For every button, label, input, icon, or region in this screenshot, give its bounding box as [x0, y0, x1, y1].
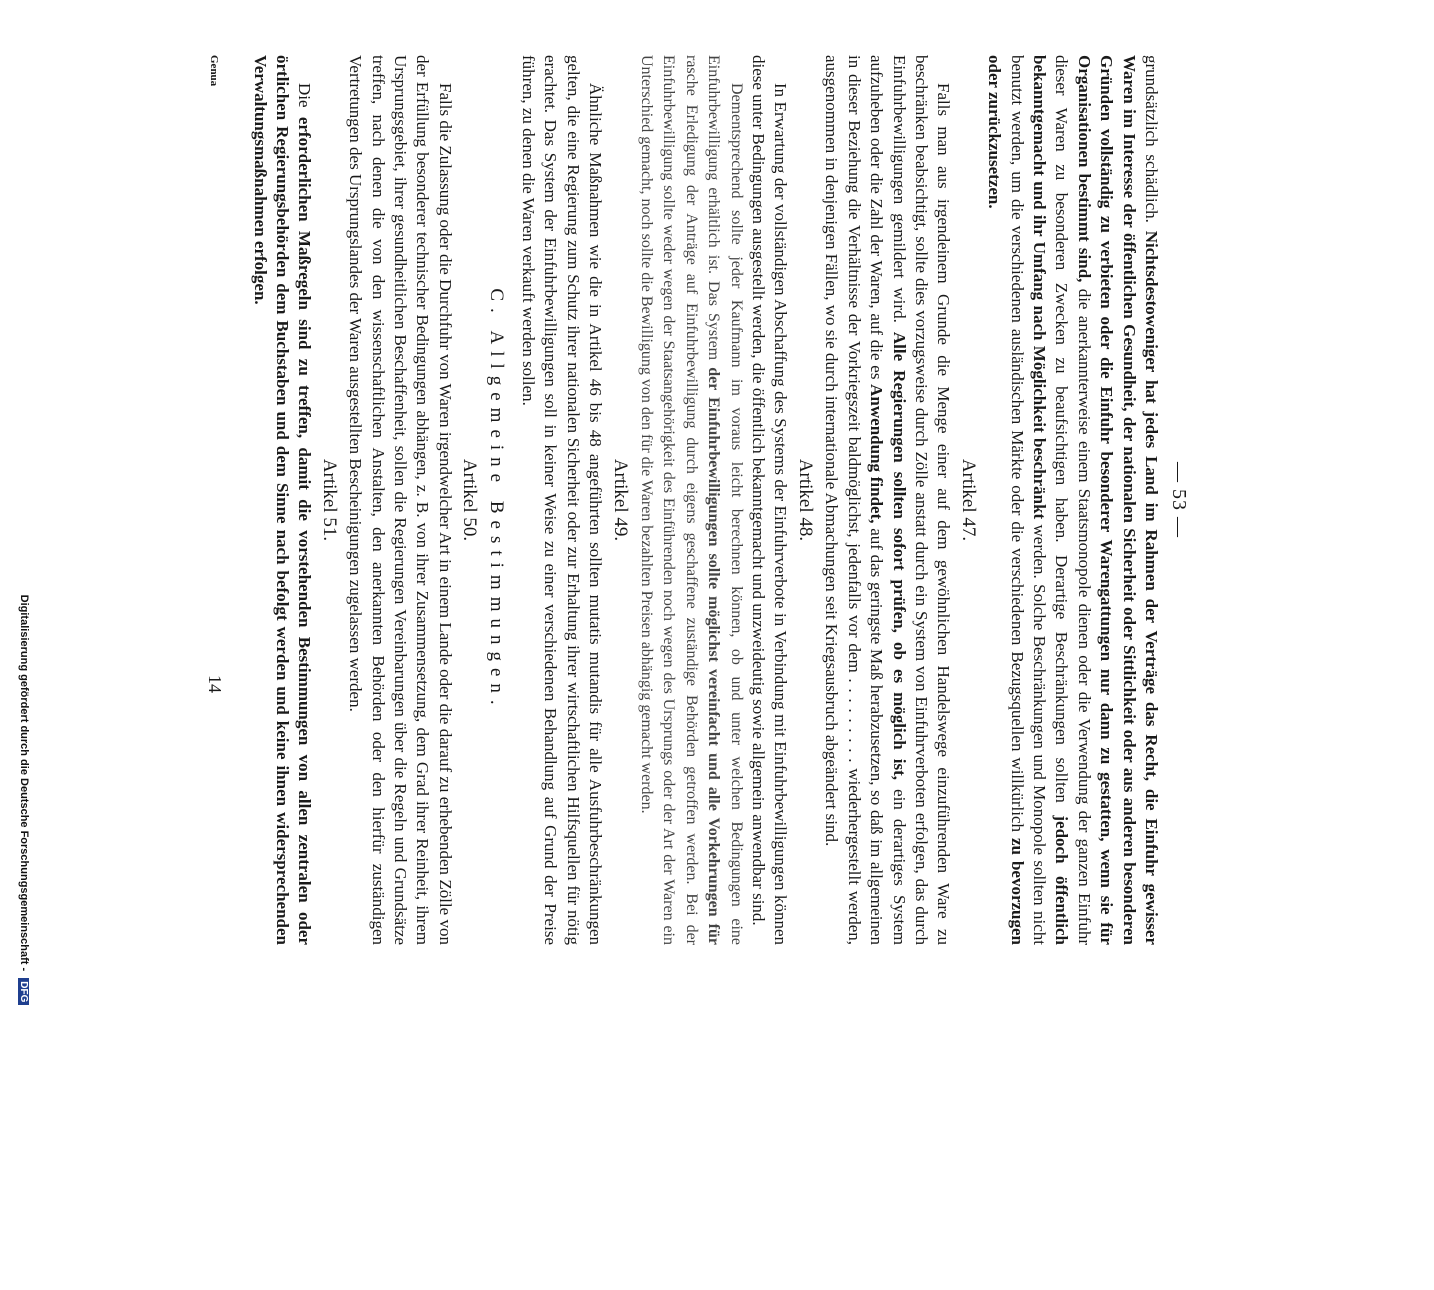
article-heading: Artikel 50.: [459, 458, 481, 542]
paragraph: grundsätzlich schädlich. Nichtsdestoweniger hat jedes Land im Rahmen der Verträge das Recht, die Einfuhr gewisser Waren im Interesse der öffentlichen Gesundheit, der nationalen Sicherheit oder Sittlichkeit oder aus anderen besonderen Gründen vollständig zu verbieten oder die Einfuhr besonderer Warengattungen nur dann zu gestatten, wenn sie für Organisationen bestimmt sind, die anerkannterweise einem Staatsmonopole dienen oder die Verwendung der ganzen Einfuhr dieser Waren zu besonderen Zwecken zu beaufsichtigen haben. Derartige Beschränkungen sollten jedoch öffentlich bekanntgemacht und ihr Umfang nach Möglichkeit beschränkt werden. Solche Beschränkungen und Monopole sollten nicht benutzt werden, um die verschiedenen ausländischen Märkte oder die verschiedenen Bezugsquellen willkürlich zu bevorzugen oder zurückzusetzen.: [985, 55, 1161, 946]
credit-text: Digitalisierung gefördert durch die Deutsche Forschungsgemeinschaft -: [18, 594, 30, 972]
paragraph: In Erwartung der vollständigen Abschaffung des Systems der Einfuhrverbote in Verbindung mit Einfuhrbewilligungen können diese unter Bedingungen ausgestellt werden, die öffentlich bekanntgemacht und unzweideutig sowie allgemein anwendbar sind.: [749, 55, 791, 945]
section-heading: C. Allgemeine Bestimmungen.: [485, 288, 507, 712]
paragraph: Falls man aus irgendeinem Grunde die Menge einer auf dem gewöhnlichen Handelswege einzuführenden Ware zu beschränken beabsichtigt, sollte dies vorzugsweise durch Zölle anstatt durch ein System von Einfuhrverboten erfolgen, das durch Einfuhrbewilligungen gemildert wird. Alle Regierungen sollten sofort prüfen, ob es möglich ist, ein derartiges System aufzuheben oder die Zahl der Waren, auf die es Anwendung findet, auf das geringste Maß herabzusetzen, so daß im allgemeinen in dieser Beziehung die Verhältnisse der Vorkriegszeit baldmöglichst, jedenfalls vor dem . . . . . . . . . wiederhergestellt werden, ausgenommen in denjenigen Fällen, wo sie durch internationale Abmachungen seit Kriegsausbruch abgeändert sind.: [822, 55, 954, 946]
footer-short-title: Genua: [208, 55, 220, 87]
text-column: [248, 55, 1162, 945]
digitization-credit: [10, 310, 30, 1290]
article-heading: Artikel 47.: [957, 458, 979, 542]
article-heading: Artikel 49.: [609, 458, 631, 542]
signature-number: 14: [205, 675, 225, 693]
article-heading: Artikel 48.: [794, 458, 816, 542]
paragraph: Falls die Zulassung oder die Durchfuhr von Waren irgendwelcher Art in einem Lande oder die darauf zu erhebenden Zölle von der Erfüllung besonderer technischer Bedingungen abhängen, z. B. von ihrer Zusammensetzung, dem Grad ihrer Reinheit, ihrem Ursprungsgebiet, ihrer gesundheitlichen Beschaffenheit, sollen die Regierungen Vereinbarungen über die Regeln und Grundsätze treffen, nach denen die von den wissenschaftlichen Anstalten, den anerkannten Behörden oder den hierfür zuständigen Vertretungen des Ursprungslandes der Waren ausgestellten Bescheinigungen zugelassen werden.: [346, 55, 455, 945]
paragraph: Dementsprechend sollte jeder Kaufmann im voraus leicht berechnen können, ob und unter welchen Bedingungen eine Einfuhrbewilligung erhältlich ist. Das System der Einfuhrbewilligungen sollte möglichst vereinfacht und alle Vorkehrungen für rasche Erledigung der Anträge auf Einfuhrbewilligung durch eigens geschaffene zuständige Behörden getroffen werden. Bei der Einfuhrbewilligung sollte weder wegen der Staatsangehörigkeit des Einführenden noch wegen des Ursprungs oder der Art der Waren ein Unterschied gemacht, noch sollte die Bewilligung von den für die Waren bezahlten Preisen abhängig gemacht werden.: [638, 55, 745, 946]
paragraph: Ähnliche Maßnahmen wie die in Artikel 46 bis 48 angeführten sollten mutatis mutandis für alle Ausfuhrbeschränkungen gelten, die eine Regierung zum Schutz ihrer nationalen Sicherheit oder zur Erhaltung ihrer wirtschaftlichen Hilfsquellen für nötig erachtet. Das System der Einfuhrbewilligungen soll in keiner Weise zu einer verschiedenen Behandlung auf Grund der Preise führen, zu denen die Waren verkauft werden sollen.: [519, 55, 606, 945]
page-number-header: — 53 —: [1168, 462, 1190, 538]
document-page: [170, 5, 1220, 995]
dfg-logo: DFG: [18, 978, 29, 1005]
paragraph: Die erforderlichen Maßregeln sind zu treffen, damit die vorstehenden Bestimmungen von allen zentralen oder örtlichen Regierungsbehörden dem Buchstaben und dem Sinne nach befolgt werden und keine ihnen widersprechenden Verwaltungsmaßnahmen erfolgen.: [250, 55, 315, 945]
article-heading: Artikel 51.: [318, 458, 340, 542]
